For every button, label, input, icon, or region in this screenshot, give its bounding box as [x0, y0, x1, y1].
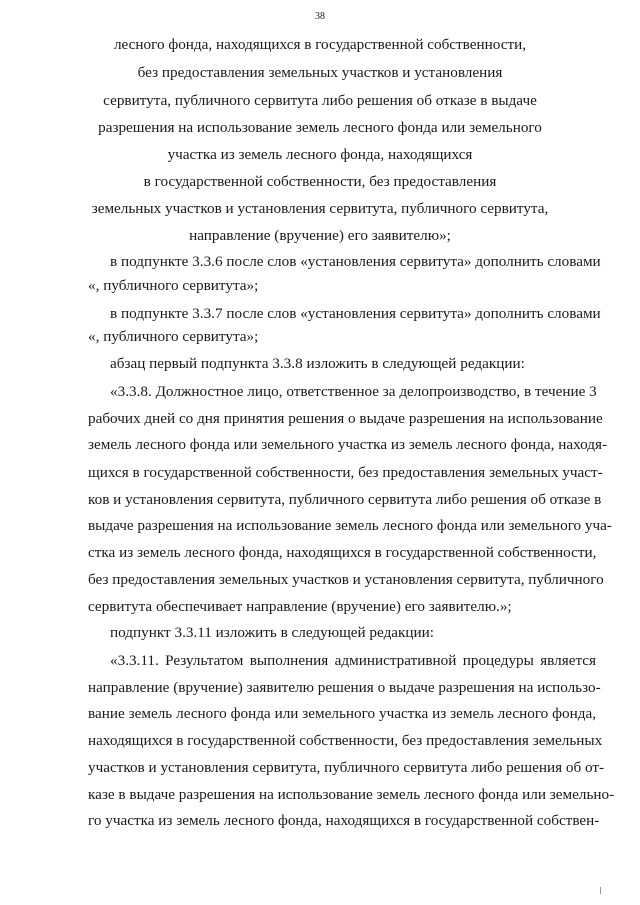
text-line: сервитута обеспечивает направление (вручение) его заявителю.»; — [88, 598, 512, 615]
text-line: стка из земель лесного фонда, находящихся в государственной собственности, — [88, 544, 597, 561]
text-line: направление (вручение) его заявителю»; — [189, 227, 451, 244]
text-line: «, публичного сервитута»; — [88, 328, 259, 345]
text-line: без предоставления земельных участков и установления — [137, 64, 503, 81]
scan-mark — [600, 887, 601, 894]
text-line: го участка из земель лесного фонда, находящихся в государственной собствен- — [88, 812, 600, 829]
text-line: земельных участков и установления сервитута, публичного сервитута, — [91, 200, 549, 217]
text-line: лесного фонда, находящихся в государственной собственности, — [113, 36, 527, 53]
text-line: «3.3.11. Результатом выполнения административной процедуры является — [110, 652, 596, 669]
text-line: участков и установления сервитута, публичного сервитута либо решения об от- — [88, 759, 605, 776]
text-line: абзац первый подпункта 3.3.8 изложить в следующей редакции: — [110, 355, 525, 372]
text-line: в государственной собственности, без предоставления — [143, 173, 497, 190]
text-line: сервитута, публичного сервитута либо решения об отказе в выдаче — [103, 92, 537, 109]
text-line: подпункт 3.3.11 изложить в следующей редакции: — [110, 624, 435, 641]
text-line: «, публичного сервитута»; — [88, 277, 259, 294]
text-line: ков и установления сервитута, публичного сервитута либо решения об отказе в — [88, 491, 602, 508]
text-line: щихся в государственной собственности, без предоставления земельных участ- — [88, 464, 603, 481]
page-number: 38 — [315, 11, 325, 22]
text-line: участка из земель лесного фонда, находящихся — [167, 146, 473, 163]
text-line: казе в выдаче разрешения на использование земель лесного фонда или земельно- — [88, 786, 615, 803]
text-line: земель лесного фонда или земельного участка из земель лесного фонда, находя- — [88, 436, 608, 453]
text-line: разрешения на использование земель лесного фонда или земельного — [98, 119, 542, 136]
text-line: направление (вручение) заявителю решения о выдаче разрешения на использо- — [88, 679, 601, 696]
text-line: рабочих дней со дня принятия решения о выдаче разрешения на использование — [88, 410, 603, 427]
text-line: «3.3.8. Должностное лицо, ответственное за делопроизводство, в течение 3 — [110, 383, 597, 400]
text-line: выдаче разрешения на использование земель лесного фонда или земельного уча- — [88, 517, 612, 534]
text-line: в подпункте 3.3.6 после слов «установления сервитута» дополнить словами — [110, 253, 601, 270]
text-line: в подпункте 3.3.7 после слов «установления сервитута» дополнить словами — [110, 305, 601, 322]
text-line: без предоставления земельных участков и установления сервитута, публичного — [88, 571, 604, 588]
text-line: вание земель лесного фонда или земельного участка из земель лесного фонда, — [88, 705, 596, 722]
text-line: находящихся в государственной собственности, без предоставления земельных — [88, 732, 603, 749]
